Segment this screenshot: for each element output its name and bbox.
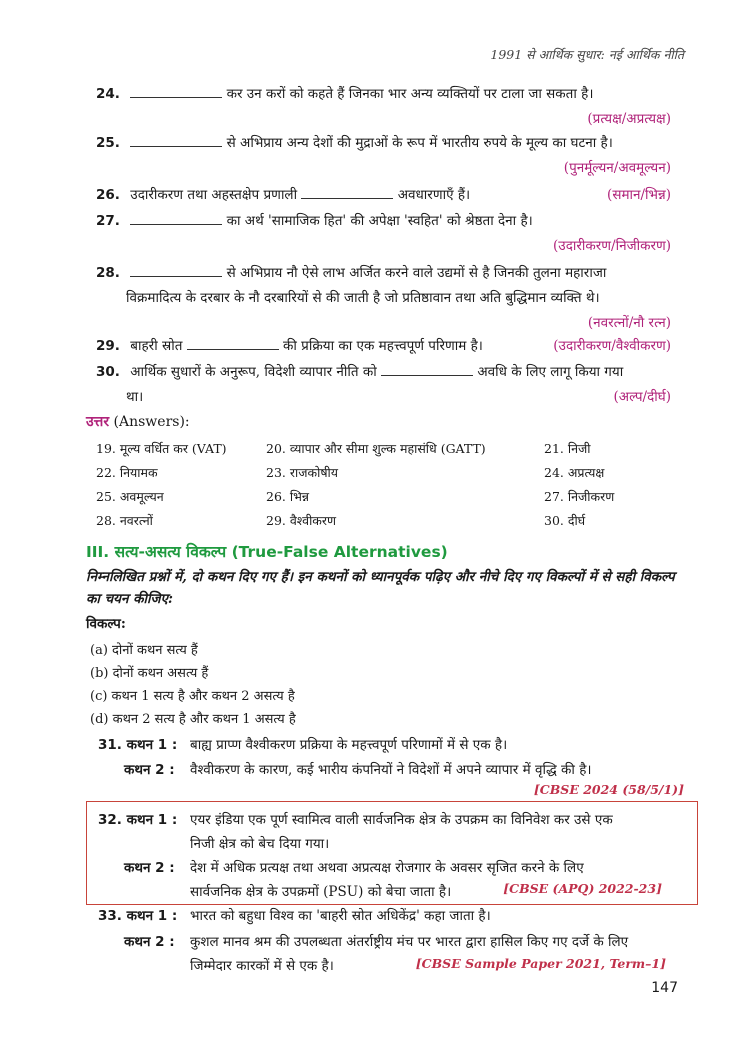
choice-b: (b) दोनों कथन असत्य हैं bbox=[90, 666, 209, 681]
option-hint: (उदारीकरण/वैश्वीकरण) bbox=[553, 338, 671, 354]
answers-grid bbox=[96, 436, 656, 532]
blank bbox=[130, 262, 222, 277]
statement-32-1: 32. कथन 1 : एयर इंडिया एक पूर्ण स्वामित्व वाली सार्वजनिक क्षेत्र के उपक्रम का विनिवेश कर उसे एक निजी क्षेत्र को बेच दिया गया। bbox=[98, 812, 613, 852]
option-hint: (नवरत्नों/नौ रत्न) bbox=[587, 315, 671, 331]
source-tag: [CBSE Sample Paper 2021, Term–1] bbox=[415, 956, 666, 971]
blank bbox=[130, 210, 222, 225]
statement-31-2: कथन 2 : वैश्वीकरण के कारण, कई भारीय कंपनियों ने विदेशों में अपने व्यापार में वृद्धि की है। bbox=[124, 762, 592, 778]
option-hint: (पुनर्मूल्यन/अवमूल्यन) bbox=[563, 160, 671, 176]
statement-31-1: 31. कथन 1 : बाह्य प्राप्ण वैश्वीकरण प्रक्रिया के महत्त्वपूर्ण परिणामों में से एक है। bbox=[98, 737, 508, 753]
answer-row: 22. नियामक 23. राजकोषीय 24. अप्रत्यक्ष bbox=[96, 464, 605, 480]
option-hint: (समान/भिन्न) bbox=[607, 187, 671, 203]
page-number: 147 bbox=[651, 980, 678, 996]
option-hint: (अल्प/दीर्घ) bbox=[613, 389, 671, 405]
section-title: III. सत्य-असत्य विकल्प (True-False Alternatives) bbox=[86, 543, 448, 561]
question-27: 27. का अर्थ 'सामाजिक हित' की अपेक्षा 'स्वहित' को श्रेष्ठता देना है। (उदारीकरण/निजीकरण) bbox=[96, 209, 671, 259]
blank bbox=[301, 184, 393, 199]
question-25: 25. से अभिप्राय अन्य देशों की मुद्राओं के रूप में भारतीय रुपये के मूल्य का घटना है। (पुनर्मूल्यन/अवमूल्यन) bbox=[96, 131, 671, 181]
choice-a: (a) दोनों कथन सत्य हैं bbox=[90, 643, 198, 658]
option-hint: (उदारीकरण/निजीकरण) bbox=[553, 238, 671, 254]
question-26: 26. उदारीकरण तथा अहस्तक्षेप प्रणाली अवधारणाएँ हैं। (समान/भिन्न) bbox=[96, 183, 671, 208]
blank bbox=[130, 83, 222, 98]
answer-row: 19. मूल्य वर्धित कर (VAT) 20. व्यापार और सीमा शुल्क महासंधि (GATT) 21. निजी bbox=[96, 440, 591, 456]
blank bbox=[381, 361, 473, 376]
choice-d: (d) कथन 2 सत्य है और कथन 1 असत्य है bbox=[90, 712, 296, 727]
blank bbox=[187, 335, 279, 350]
question-30: 30. आर्थिक सुधारों के अनुरूप, विदेशी व्यापार नीति को अवधि के लिए लागू किया गया था। (अल्प/दीर्घ) bbox=[96, 360, 671, 410]
question-28: 28. से अभिप्राय नौ ऐसे लाभ अर्जित करने वाले उद्यमों से है जिनकी तुलना महाराजा विक्रमादित्य के दरबार के नौ दरबारियों से की जाती है जो प्रतिष्ठावान तथा अति बुद्धिमान व्यक्ति थे। (नवरत्नों/नौ रत्न) bbox=[96, 261, 671, 336]
answers-heading: उत्तर (Answers): bbox=[86, 414, 190, 430]
source-tag: [CBSE (APQ) 2022-23] bbox=[503, 881, 662, 896]
question-24: 24. कर उन करों को कहते हैं जिनका भार अन्य व्यक्तियों पर टाला जा सकता है। (प्रत्यक्ष/अप्रत्यक्ष) bbox=[96, 82, 671, 132]
source-tag: [CBSE 2024 (58/5/1)] bbox=[533, 782, 684, 797]
answer-row: 25. अवमूल्यन 26. भिन्न 27. निजीकरण bbox=[96, 488, 615, 504]
statement-33-2: कथन 2 : कुशल मानव श्रम की उपलब्धता अंतर्राष्ट्रीय मंच पर भारत द्वारा हासिल किए गए दर्जे के लिए जिम्मेदार कारकों में से एक है। bbox=[124, 934, 629, 974]
statement-32-2: कथन 2 : देश में अधिक प्रत्यक्ष तथा अथवा अप्रत्यक्ष रोजगार के अवसर सृजित करने के लिए सार्वजनिक क्षेत्र के उपक्रमों (PSU) को बेचा जाता है। bbox=[124, 860, 584, 900]
instruction: निम्नलिखित प्रश्नों में, दो कथन दिए गए हैं। इन कथनों को ध्यानपूर्वक पढ़िए और नीचे दिए गए विकल्पों में से सही विकल्प का चयन कीजिए: bbox=[86, 569, 675, 607]
blank bbox=[130, 132, 222, 147]
options-label: विकल्प: bbox=[86, 616, 126, 632]
statement-33-1: 33. कथन 1 : भारत को बहुधा विश्व का 'बाहरी स्रोत अधिकेंद्र' कहा जाता है। bbox=[98, 908, 491, 924]
choice-c: (c) कथन 1 सत्य है और कथन 2 असत्य है bbox=[90, 689, 295, 704]
running-header: 1991 से आर्थिक सुधार: नई आर्थिक नीति bbox=[490, 47, 684, 62]
answer-row: 28. नवरत्नों 29. वैश्वीकरण 30. दीर्घ bbox=[96, 512, 586, 528]
question-29: 29. बाहरी स्रोत की प्रक्रिया का एक महत्त्वपूर्ण परिणाम है। (उदारीकरण/वैश्वीकरण) bbox=[96, 334, 671, 359]
option-hint: (प्रत्यक्ष/अप्रत्यक्ष) bbox=[587, 111, 671, 127]
